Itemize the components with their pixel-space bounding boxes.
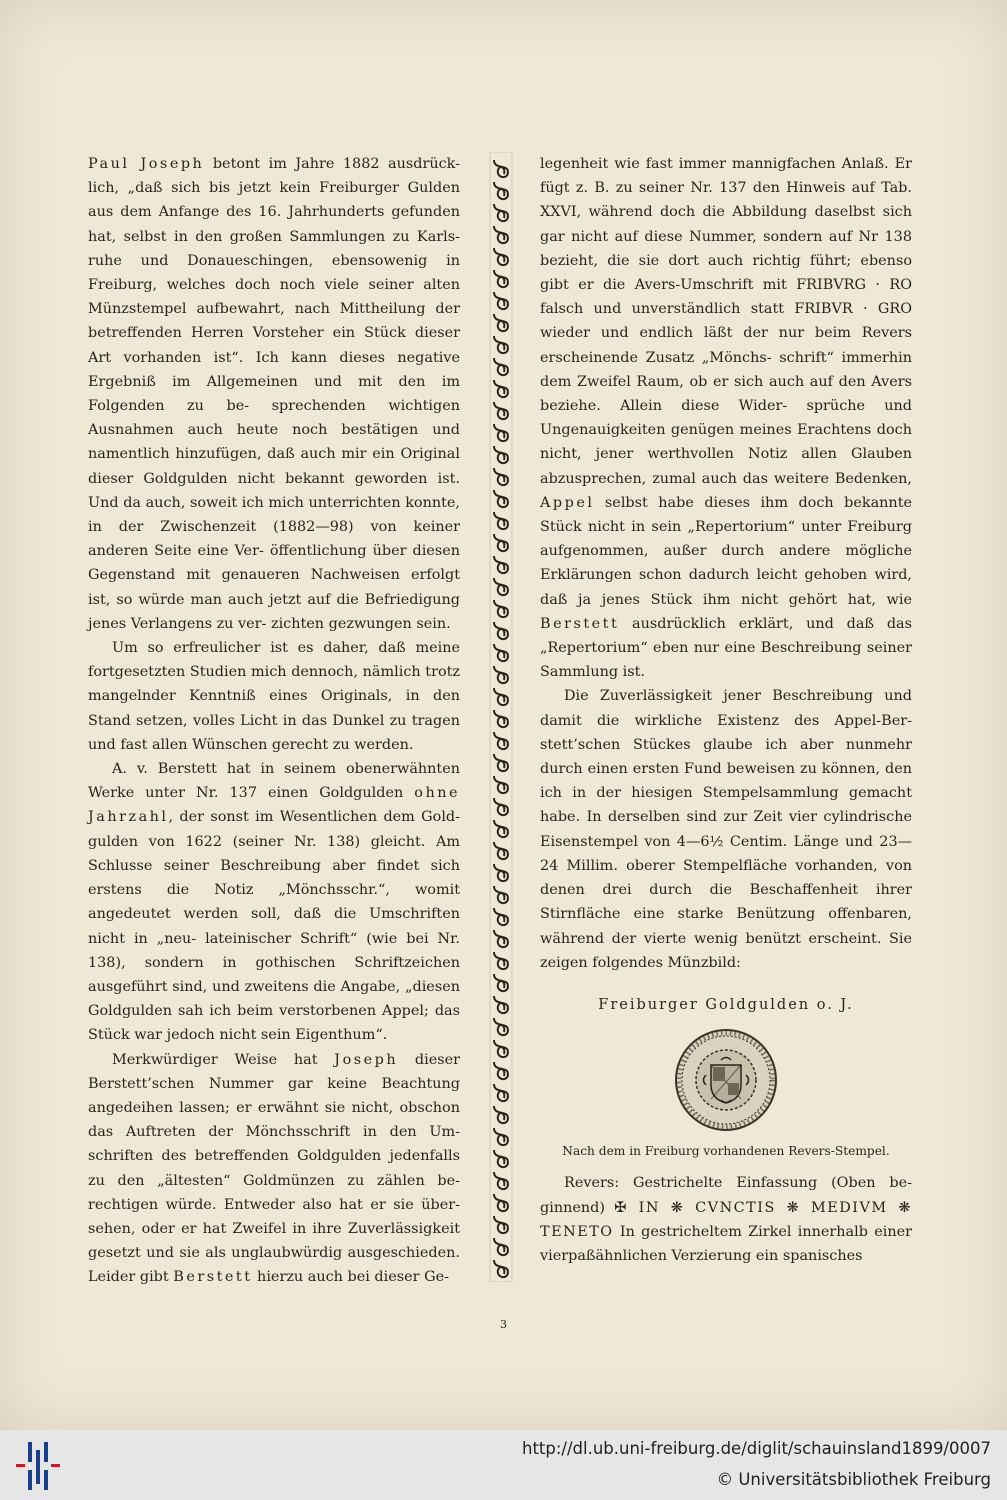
border-scroll — [494, 248, 508, 265]
right-paragraph-3: Revers: Gestrichelte Einfassung (Oben be- ginnend) ✠ IN ❋ CVNCTIS ❋ MEDIVM ❋ TENETO In gestricheltem Zirkel innerhalb einer vierpaßähnlichen Verzierung ein spanisches — [540, 1175, 912, 1264]
page-number: 3 — [500, 1318, 507, 1331]
left-column — [88, 152, 460, 1290]
border-scroll — [494, 974, 508, 991]
border-scroll — [494, 336, 508, 353]
border-scroll — [494, 600, 508, 617]
border-scroll — [494, 710, 508, 727]
border-scroll — [494, 1238, 508, 1255]
border-scroll — [494, 512, 508, 529]
border-scroll — [494, 1040, 508, 1057]
border-scroll — [494, 798, 508, 815]
border-scroll — [494, 380, 508, 397]
border-scroll — [494, 820, 508, 837]
left-paragraph-4: Merkwürdiger Weise hat Joseph dieser Berstett’schen Nummer gar keine Beachtung angedeihen lassen; er erwähnt sie nicht, obschon das Auftreten der Mönchsschrift in den Um- schriften des betreffenden Goldgulden jedenfalls zu den „ältesten“ Goldmünzen zu zählen be- rechtigen würde. Entweder also hat er sie über- sehen, oder er hat Zweifel in ihre Zuverlässigkeit gesetzt und sie als unglaubwürdig ausgeschieden. Leider gibt Berstett hierzu auch bei dieser Ge- — [88, 1051, 460, 1286]
right-paragraph-2: Die Zuverlässigkeit jener Beschreibung und damit die wirkliche Existenz des Appel-Ber- stett’schen Stückes glaube ich aber nunmehr durch einen ersten Fund beweisen zu können, den ich in der hiesigen Stempelsammlung gemacht habe. In derselben sind zur Zeit vier cylindrische Eisenstempel von 4—6½ Centim. Länge und 23—24 Millim. oberer Stempelfläche vorhanden, von denen drei durch die Beschaffenheit ihrer Stirnfläche eine starke Benützung offenbaren, während der vierte wenig benützt erscheint. Sie zeigen folgendes Münzbild: — [540, 688, 912, 971]
library-logo-icon — [12, 1440, 64, 1492]
border-scroll — [494, 424, 508, 441]
border-scroll — [494, 160, 508, 177]
border-scroll — [494, 1106, 508, 1123]
border-scroll — [494, 930, 508, 947]
border-scroll — [494, 1150, 508, 1167]
border-scroll — [494, 182, 508, 199]
border-scroll — [494, 1128, 508, 1145]
border-scroll — [494, 204, 508, 221]
border-scroll — [494, 1062, 508, 1079]
coin-caption: Nach dem in Freiburg vorhandenen Revers-Stempel. — [562, 1144, 890, 1159]
border-scroll — [494, 402, 508, 419]
border-scroll — [494, 314, 508, 331]
right-column — [540, 152, 912, 1268]
coin-illustration — [540, 1027, 912, 1133]
coin-seal-image — [673, 1027, 779, 1133]
border-scroll — [494, 1194, 508, 1211]
border-scroll — [494, 886, 508, 903]
library-footer — [0, 1430, 1007, 1500]
border-scroll — [494, 644, 508, 661]
border-scroll — [494, 1216, 508, 1233]
border-scroll — [494, 1260, 508, 1277]
border-scroll — [494, 292, 508, 309]
right-paragraph-1: legenheit wie fast immer mannigfachen Anlaß. Er fügt z. B. zu seiner Nr. 137 den Hinweis auf Tab. XXVI, während doch die Abbildung daselbst sich gar nicht auf diese Nummer, sondern auf Nr 138 bezieht, die sie dort auch richtig führt; ebenso gibt er die Avers-Umschrift mit FRIBVRG · RO falsch und unverständlich statt FRIBVR · GRO wieder und endlich läßt der nur beim Revers erscheinende Zusatz „Mönchs- schrift“ immerhin dem Zweifel Raum, ob er sich auch auf den Avers beziehe. Allein diese Wider- sprüche und Ungenauigkeiten genügen meines Erachtens doch nicht, jener werthvollen Notiz allen Glauben abzusprechen, zumal auch das weitere Bedenken, Appel selbst habe dieses ihm doch bekannte Stück nicht in sein „Repertorium“ unter Freiburg aufgenommen, außer durch andere mögliche Erklärungen schon dadurch leicht gehoben wird, daß ja jenes Stück ihm nicht gehört hat, wie Berstett ausdrücklich erklärt, und daß das „Repertorium“ eben nur eine Beschreibung seiner Sammlung ist. — [540, 156, 912, 681]
left-paragraph-1: Paul Joseph betont im Jahre 1882 ausdrück- lich, „daß sich bis jetzt kein Freiburger Gulden aus dem Anfange des 16. Jahrhunderts gefunden hat, selbst in den großen Sammlungen zu Karls- ruhe und Donaueschingen, ebensowenig in Freiburg, welches doch noch viele seiner alten Münzstempel aufbewahrt, nach Mittheilung der betreffenden Herren Vorsteher ein Stück dieser Art vorhanden ist“. Ich kann dieses negative Ergebniß im Allgemeinen und mit den im Folgenden zu be- sprechenden wichtigen Ausnahmen auch heute noch bestätigen und namentlich hinzufügen, daß auch mir ein Original dieser Goldgulden nicht bekannt geworden ist. Und da auch, soweit ich mich unterrichten konnte, in der Zwischenzeit (1882—98) von keiner anderen Seite eine Ver- öffentlichung über diesen Gegenstand mit genaueren Nachweisen erfolgt ist, so würde man auch jetzt auf die Befriedigung jenes Verlangens zu ver- zichten gezwungen sein. — [88, 156, 461, 632]
border-scroll — [494, 578, 508, 595]
border-scroll — [494, 666, 508, 683]
border-scroll — [494, 534, 508, 551]
border-scroll — [494, 1018, 508, 1035]
border-scroll — [494, 1172, 508, 1189]
border-scroll — [494, 622, 508, 639]
border-scroll — [494, 754, 508, 771]
author-name-joseph: Paul Joseph — [88, 156, 205, 172]
border-scroll — [494, 864, 508, 881]
border-scroll — [494, 996, 508, 1013]
border-scroll — [494, 226, 508, 243]
source-url-link[interactable]: http://dl.ub.uni-freiburg.de/diglit/schauinsland1899/0007 — [521, 1439, 991, 1458]
border-scroll — [494, 952, 508, 969]
ornamental-border — [488, 152, 514, 1282]
left-paragraph-3: A. v. Berstett hat in seinem obenerwähnten Werke unter Nr. 137 einen Goldgulden ohne Jahrzahl, der sonst im Wesentlichen dem Gold- gulden von 1622 (seiner Nr. 138) gleicht. Am Schlusse seiner Beschreibung aber findet sich erstens die Notiz „Mönchsschr.“, womit angedeutet werden soll, daß die Umschriften nicht in „neu- lateinischer Schrift“ (wie bei Nr. 138), sondern in gothischen Schriftzeichen ausgeführt sind, und zweitens die Angabe, „diesen Goldgulden sah ich beim verstorbenen Appel; das Stück war jedoch nicht sein Eigenthum“. — [88, 761, 460, 1044]
copyright-notice: © Universitätsbibliothek Freiburg — [716, 1470, 991, 1489]
border-scroll — [494, 270, 508, 287]
border-scroll — [494, 908, 508, 925]
border-scroll — [494, 468, 508, 485]
border-scroll — [494, 446, 508, 463]
border-scroll — [494, 556, 508, 573]
left-paragraph-2: Um so erfreulicher ist es daher, daß meine fortgesetzten Studien mich dennoch, nämlich trotz mangelnder Kenntniß eines Originals, in den Stand setzen, volles Licht in das Dunkel zu tragen und fast allen Wünschen gerecht zu werden. — [88, 640, 460, 753]
border-scroll — [494, 732, 508, 749]
coin-legend: ✠ IN ❋ CVNCTIS ❋ MEDIVM ❋ TENETO — [540, 1199, 912, 1240]
border-scroll — [494, 776, 508, 793]
border-scroll — [494, 490, 508, 507]
border-scroll — [494, 688, 508, 705]
border-scroll — [494, 842, 508, 859]
plate-title: Freiburger Goldgulden o. J. — [598, 996, 854, 1013]
border-scroll — [494, 358, 508, 375]
border-scroll — [494, 1084, 508, 1101]
